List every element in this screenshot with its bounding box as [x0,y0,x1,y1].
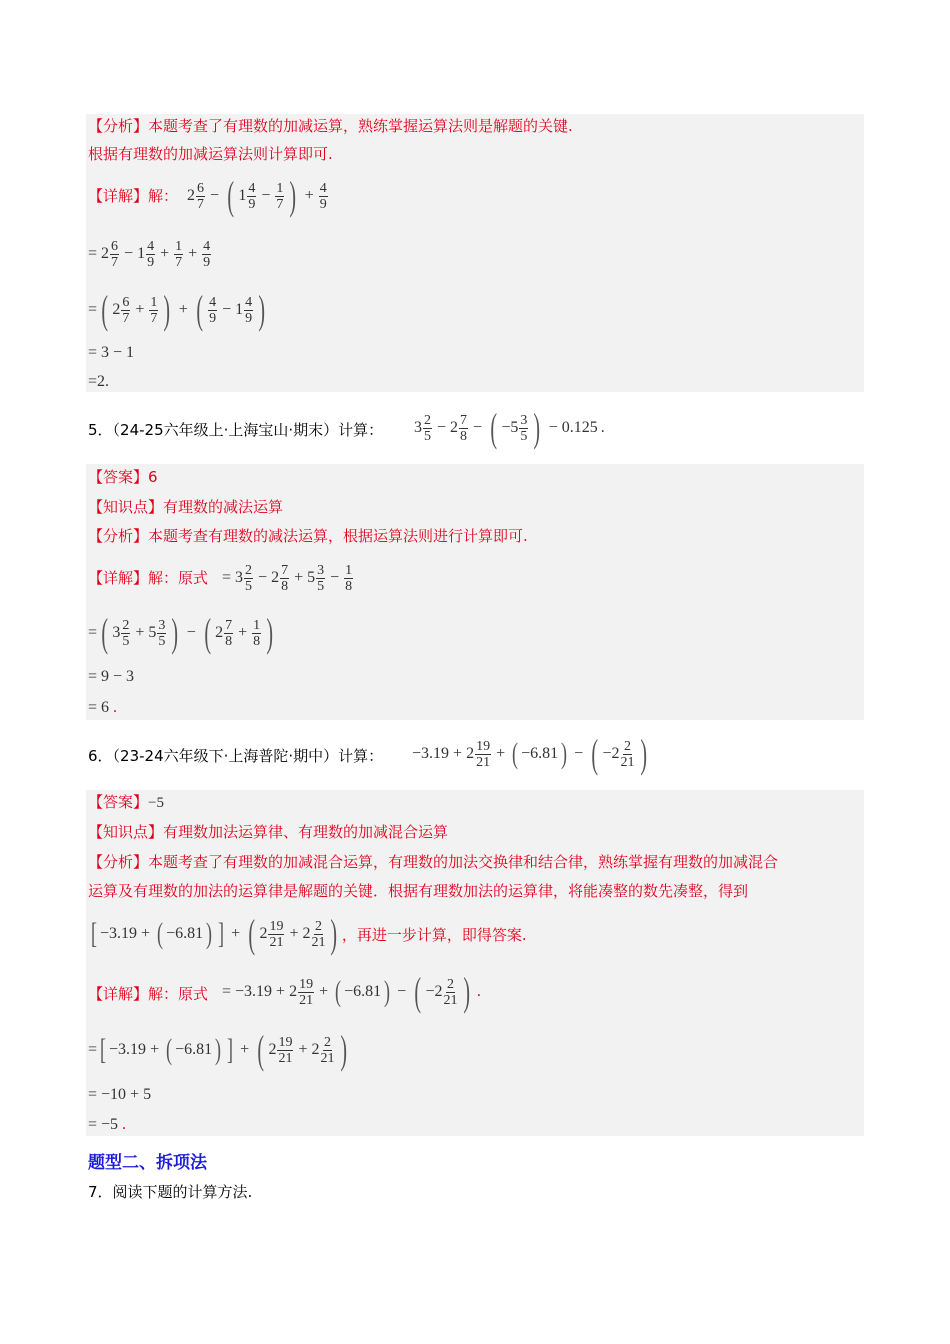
section-heading: 题型二、拆项法 [88,1153,207,1173]
question-6-expr: −3.19 + 2 $\frac{19}{21}$ + ( −6.81 ) − ( −2 2 21 ) [412,731,647,776]
question-5-expr: 3 2 5 − 2 $\frac{7}{8}$ − ( −5 3 5 ) − 0.125 . [414,405,605,450]
detail-6-label: 【详解】解：原式 [88,985,209,1003]
expr-5-line-2: = ( 3 2 5 + 5 $\frac{3}{5}$ ) − ( 2 7 8 + $\frac{1}{8}$ ) [88,610,274,655]
analysis-6-expr: [ −3.19 + ( −6.81 ) ] + ( 2 19 21 + 2 $\frac{2}{21}$ ) ，再进一步计算，即得答案. [91,911,527,956]
analysis-6-line-2: 运算及有理数的加法的运算律是解题的关键．根据有理数加法的运算律，将能凑整的数先凑整，得到 [88,882,749,900]
expr-5-line-3: = 9 − 3 [88,668,135,685]
expr-6-line-4: = −5 . [88,1116,127,1133]
expr-6-line-3: = −10 + 5 [88,1086,152,1103]
detail-label: 【详解】解： [88,187,179,205]
expr-6-line-1: = −3.19 + 2 $\frac{19}{21}$ + ( −6.81 ) − ( −2 2 21 ) . [222,969,481,1014]
expr-4-line-1: 2 6 7 − ( 1 4 9 − $\frac{1}{7}$ ) + $\frac{4}{9}$ [187,173,327,218]
answer-5: 【答案】6 [88,468,158,486]
analysis-line-1: 【分析】本题考查了有理数的加减运算，熟练掌握运算法则是解题的关键. [88,117,573,135]
knowledge-6: 【知识点】有理数加法运算律、有理数的加减混合运算 [88,823,449,841]
expr-6-line-2: = [ −3.19 + ( −6.81 ) ] + ( 2 19 21 + 2 $\frac{2}{21}$ ) [88,1027,347,1072]
expr-4-final: =2. [88,373,110,390]
expr-4-line-3: = ( 2 6 7 + $\frac{1}{7}$ ) + ( 4 9 − 1 $\frac{4}{9}$ ) [88,287,266,332]
question-5: 5．（24-25六年级上·上海宝山·期末）计算： [88,421,384,439]
detail-5-label: 【详解】解：原式 [88,569,209,587]
expr-5-line-1: = 3 2 5 − 2 $\frac{7}{8}$ + 5 $\frac{3}{5}$ − $\frac{1}{8}$ [222,562,353,594]
question-6: 6．（23-24六年级下·上海普陀·期中）计算： [88,747,384,765]
analysis-6-line-1: 【分析】本题考查了有理数的加减混合运算，有理数的加法交换律和结合律，熟练掌握有理数的加减混合 [88,853,779,871]
answer-6: 【答案】−5 [88,793,164,811]
analysis-5: 【分析】本题考查有理数的减法运算，根据运算法则进行计算即可. [88,527,528,545]
expr-4-line-4: = 3 − 1 [88,344,135,361]
expr-4-line-2: = 2 6 7 − 1 $\frac{4}{9}$ + $\frac{1}{7}$ + $\frac{4}{9}$ [88,238,211,270]
knowledge-5: 【知识点】有理数的减法运算 [88,498,284,516]
question-7: 7．阅读下题的计算方法. [88,1183,253,1201]
analysis-line-2: 根据有理数的加减运算法则计算即可. [88,145,333,163]
expr-5-line-4: = 6 . [88,699,118,716]
